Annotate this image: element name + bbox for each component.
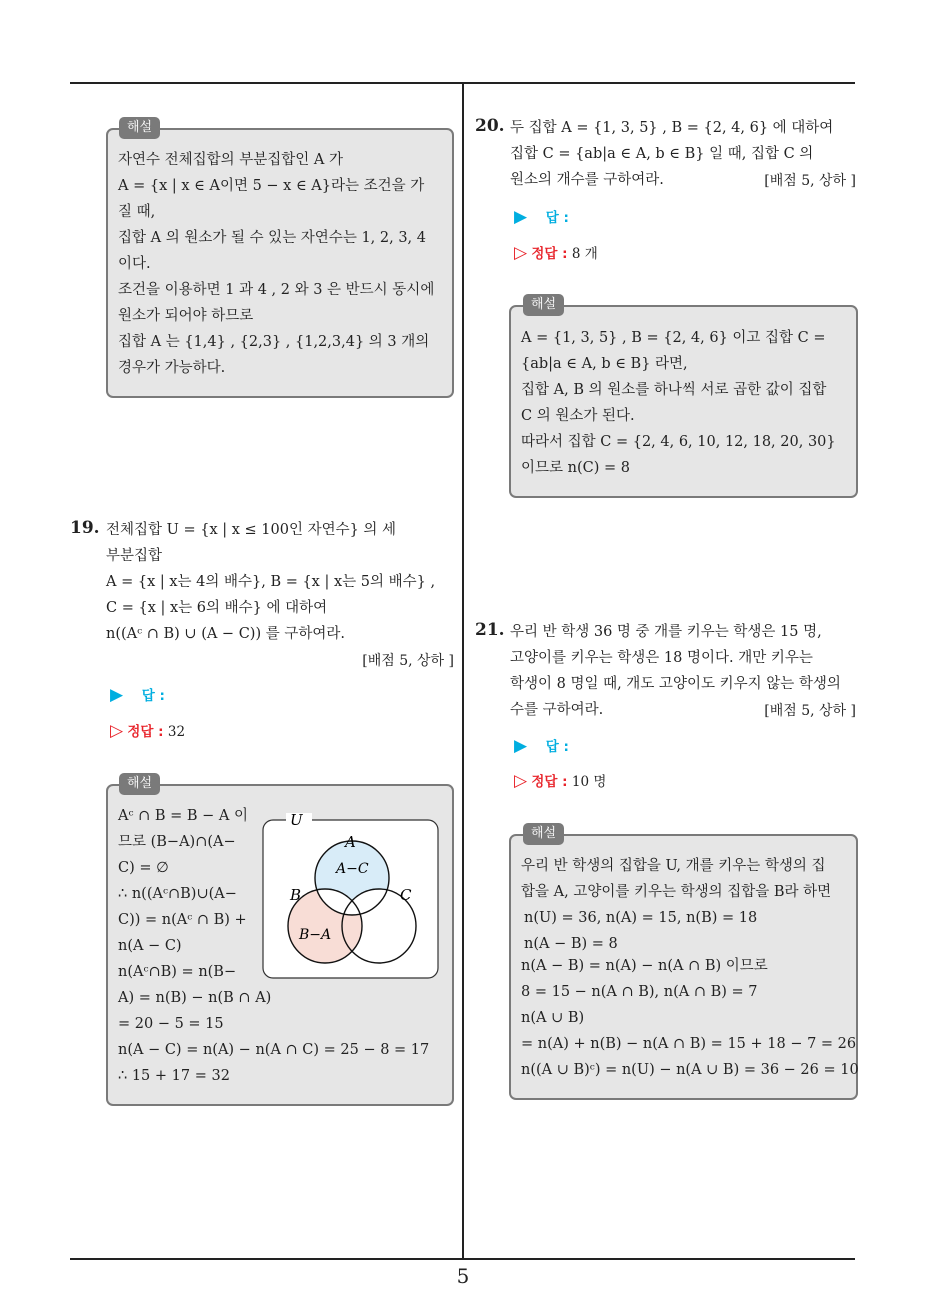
explain-line: A = {1, 3, 5} , B = {2, 4, 6} 이고 집합 C = <box>521 330 826 346</box>
explain-tag: 해설 <box>119 117 160 139</box>
explain-line: n(Aᶜ∩B) = n(B− <box>118 964 237 980</box>
question-line: 전체집합 U = {x | x ≤ 100인 자연수} 의 세 <box>106 522 397 538</box>
explain-line: 이다. <box>118 256 151 272</box>
explain-line: = n(A) + n(B) − n(A ∩ B) = 15 + 18 − 7 = 26 <box>521 1036 857 1052</box>
grade-label: [배점 5, 상하 ] <box>362 653 454 669</box>
correct-label: 정답 : <box>127 724 164 740</box>
question-line: C = {x | x는 6의 배수} 에 대하여 <box>106 600 328 616</box>
explain-line: {ab|a ∈ A, b ∈ B} 라면, <box>521 356 688 372</box>
explain-line: A) = n(B) − n(B ∩ A) <box>118 990 272 1006</box>
explain-tag: 해설 <box>523 823 564 845</box>
explain-line: n(A − B) = n(A) − n(A ∩ B) 이므로 <box>521 958 768 974</box>
explain-line: 8 = 15 − n(A ∩ B), n(A ∩ B) = 7 <box>521 984 758 1000</box>
explain-line: 질 때, <box>118 204 156 220</box>
explain-line: n(A − C) <box>118 938 182 954</box>
question-number-19: 19. <box>70 518 100 538</box>
explain-line: 집합 A 의 원소가 될 수 있는 자연수는 1, 2, 3, 4 <box>118 230 426 246</box>
page-number: 5 <box>456 1264 470 1288</box>
correct-value: 8 개 <box>571 246 598 262</box>
outline-play-icon: ▷ <box>514 243 528 263</box>
question-line: 부분집합 <box>106 548 163 564</box>
question-line: 두 집합 A = {1, 3, 5} , B = {2, 4, 6} 에 대하여 <box>510 120 834 136</box>
explain-line: Aᶜ ∩ B = B − A 이 <box>118 808 248 824</box>
grade-label: [배점 5, 상하 ] <box>764 703 856 719</box>
explain-line: = 20 − 5 = 15 <box>118 1016 224 1032</box>
explain-tag: 해설 <box>119 773 160 795</box>
explain-line: ∴ 15 + 17 = 32 <box>118 1068 230 1084</box>
correct-row-19 <box>110 720 185 741</box>
answer-row-21 <box>514 735 569 756</box>
explain-line: 원소가 되어야 하므로 <box>118 308 254 324</box>
correct-label: 정답 : <box>531 246 568 262</box>
explain-line: 이므로 n(C) = 8 <box>521 460 630 476</box>
question-line: 학생이 8 명일 때, 개도 고양이도 키우지 않는 학생의 <box>510 676 841 692</box>
explain-line: 자연수 전체집합의 부분집합인 A 가 <box>118 152 344 168</box>
explain-line: 집합 A, B 의 원소를 하나씩 서로 곱한 값이 집합 <box>521 382 827 398</box>
bottom-rule <box>70 1258 855 1260</box>
question-number-20: 20. <box>475 116 505 136</box>
answer-label: 답 : <box>141 688 165 704</box>
grade-label: [배점 5, 상하 ] <box>764 173 856 189</box>
answer-label: 답 : <box>545 739 569 755</box>
answer-label: 답 : <box>545 210 569 226</box>
explain-line: ∴ n((Aᶜ∩B)∪(A− <box>118 886 237 902</box>
explain-line: n(A − B) = 8 <box>524 936 618 952</box>
question-number-21: 21. <box>475 620 505 640</box>
question-line: 집합 C = {ab|a ∈ A, b ∈ B} 일 때, 집합 C 의 <box>510 146 814 162</box>
explain-line: 경우가 가능하다. <box>118 360 226 376</box>
explain-line: n(U) = 36, n(A) = 15, n(B) = 18 <box>524 910 758 926</box>
play-icon: ▶ <box>514 736 528 756</box>
explain-line: 우리 반 학생의 집합을 U, 개를 키우는 학생의 집 <box>521 858 826 874</box>
explain-line: n((A ∪ B)ᶜ) = n(U) − n(A ∪ B) = 36 − 26 = 10 <box>521 1062 859 1078</box>
explain-line: C) = ∅ <box>118 860 169 876</box>
explain-line: 집합 A 는 {1,4} , {2,3} , {1,2,3,4} 의 3 개의 <box>118 334 430 350</box>
question-line: 원소의 개수를 구하여라. <box>510 172 664 188</box>
explain-line: 따라서 집합 C = {2, 4, 6, 10, 12, 18, 20, 30} <box>521 434 836 450</box>
play-icon: ▶ <box>110 685 124 705</box>
question-line: 우리 반 학생 36 명 중 개를 키우는 학생은 15 명, <box>510 624 822 640</box>
explain-line: C)) = n(Aᶜ ∩ B) + <box>118 912 247 928</box>
venn-label-a-minus-c: A−C <box>336 861 369 877</box>
column-divider <box>462 84 464 1259</box>
correct-value: 10 명 <box>571 774 607 790</box>
question-line: 수를 구하여라. <box>510 702 604 718</box>
question-line: 고양이를 키우는 학생은 18 명이다. 개만 키우는 <box>510 650 813 666</box>
answer-row-20 <box>514 206 569 227</box>
correct-label: 정답 : <box>531 774 568 790</box>
answer-row-19 <box>110 684 165 705</box>
correct-row-21 <box>514 770 606 791</box>
venn-label-b-minus-a: B−A <box>299 927 332 943</box>
venn-label-c: C <box>400 886 412 904</box>
explain-line: 합을 A, 고양이를 키우는 학생의 집합을 B라 하면 <box>521 884 832 900</box>
explain-line: A = {x | x ∈ A이면 5 − x ∈ A}라는 조건을 가 <box>118 178 425 194</box>
explain-line: 므로 (B−A)∩(A− <box>118 834 236 850</box>
venn-diagram <box>262 808 440 980</box>
question-line: n((Aᶜ ∩ B) ∪ (A − C)) 를 구하여라. <box>106 626 345 642</box>
outline-play-icon: ▷ <box>110 721 124 741</box>
venn-label-u: U <box>290 811 303 829</box>
explain-line: 조건을 이용하면 1 과 4 , 2 와 3 은 반드시 동시에 <box>118 282 435 298</box>
venn-label-a: A <box>345 833 356 851</box>
explain-line: C 의 원소가 된다. <box>521 408 635 424</box>
correct-value: 32 <box>167 724 186 740</box>
explain-line: n(A − C) = n(A) − n(A ∩ C) = 25 − 8 = 17 <box>118 1042 430 1058</box>
outline-play-icon: ▷ <box>514 771 528 791</box>
venn-label-b: B <box>290 886 302 904</box>
correct-row-20 <box>514 242 598 263</box>
explain-line: n(A ∪ B) <box>521 1010 585 1026</box>
play-icon: ▶ <box>514 207 528 227</box>
question-line: A = {x | x는 4의 배수}, B = {x | x는 5의 배수} , <box>106 574 436 590</box>
explain-tag: 해설 <box>523 294 564 316</box>
